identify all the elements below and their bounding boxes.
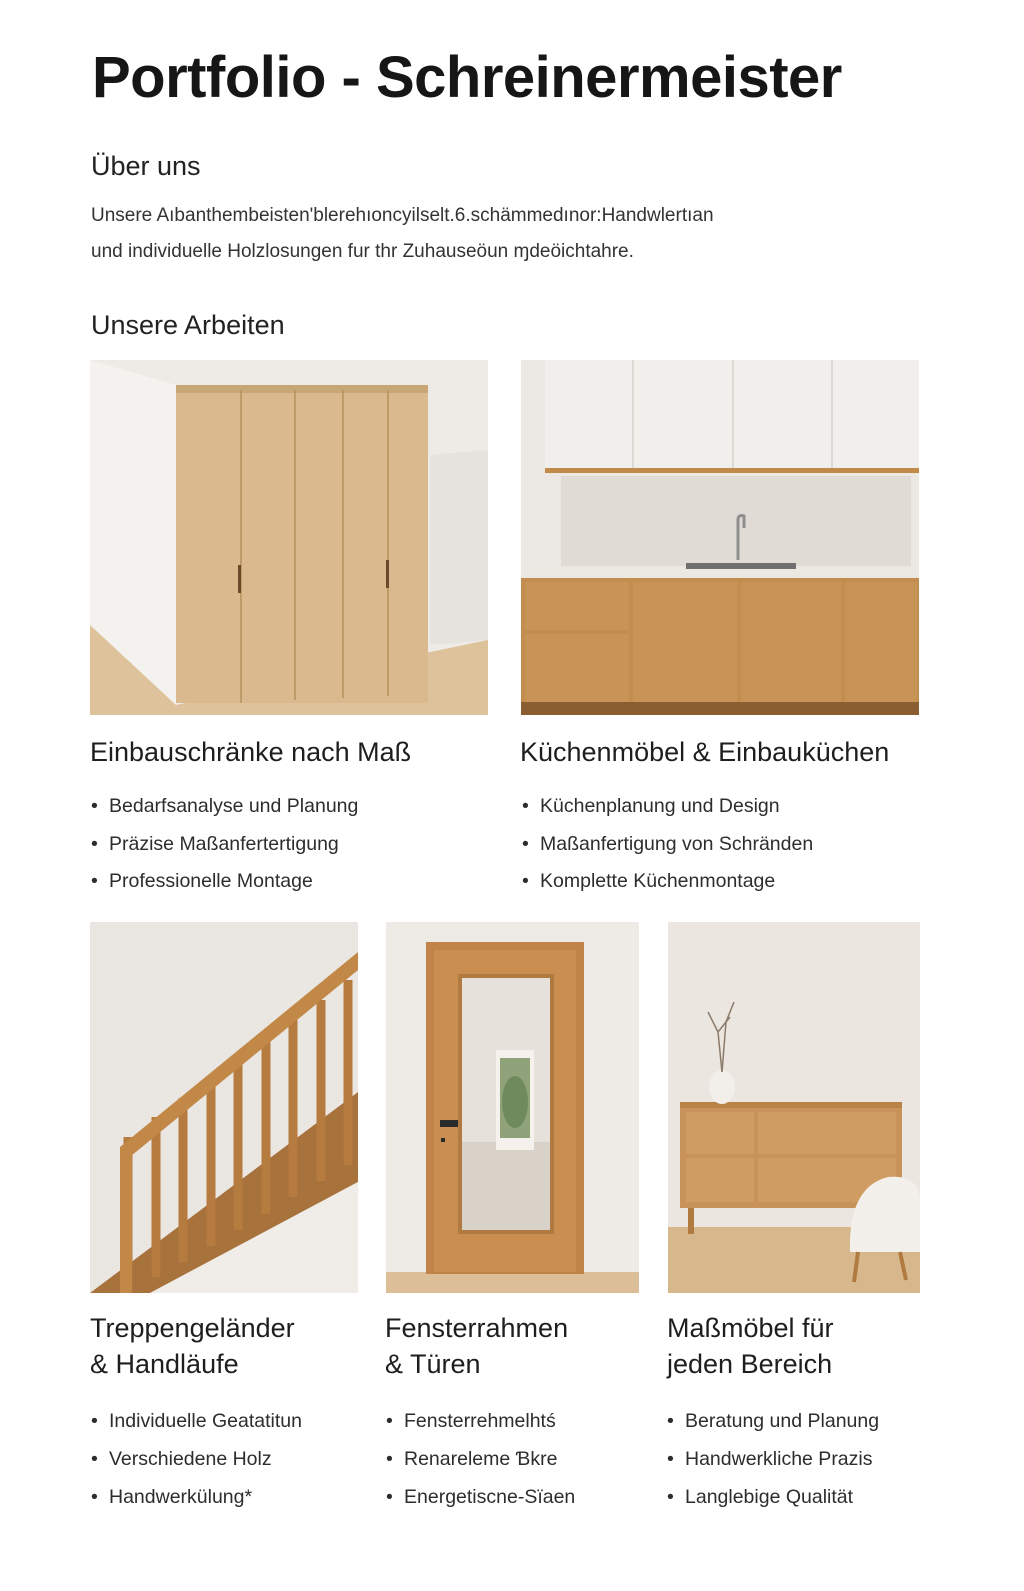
kitchen-photo	[521, 360, 919, 715]
list-item: • Beratung und Planung	[667, 1402, 879, 1440]
sideboard-photo	[668, 922, 920, 1293]
list-item: • Fensterrehmelhtś	[386, 1402, 575, 1440]
card-title-doors-line-1: Fensterrahmen	[385, 1313, 569, 1343]
list-item: • Bedarfsanalyse und Planung	[91, 788, 358, 826]
card-bullets-custom-furniture	[667, 1402, 879, 1516]
card-title-wardrobes-line-1: Einbauschränke nach Maß	[90, 737, 412, 767]
list-item: • Langlebige Qualität	[667, 1478, 879, 1516]
list-item: • Verschiedene Holz	[91, 1440, 302, 1478]
list-item: • Komplette Küchenmontage	[522, 863, 813, 901]
wardrobe-photo	[90, 360, 488, 715]
list-item: • Individuelle Geatatitun	[91, 1402, 302, 1440]
list-item: • Handwerkülung*	[91, 1478, 302, 1516]
works-heading: Unsere Arbeiten	[91, 310, 285, 340]
about-text-line-2: und individuelle Holzlosungen fur thr Zuhauseöun ɱdeöichtahre.	[91, 241, 634, 262]
list-item: • Küchenplanung und Design	[522, 788, 813, 826]
list-item: • Professionelle Montage	[91, 863, 358, 901]
page-title: Portfolio - Schreinermeister	[92, 45, 842, 110]
about-text-line-1: Unsere Aıbanthembeisten'blerehıoncyilselt.6.schämmedınor:Handwlertıan	[91, 205, 714, 226]
about-heading: Über uns	[91, 151, 201, 181]
card-title-doors	[385, 1310, 568, 1382]
card-bullets-wardrobes	[91, 788, 358, 901]
door-photo	[386, 922, 639, 1293]
card-title-doors-line-2: & Türen	[385, 1349, 481, 1379]
list-item: • Präzise Maßanfertertigung	[91, 826, 358, 864]
staircase-photo	[90, 922, 358, 1293]
card-bullets-doors	[386, 1402, 575, 1516]
list-item: • Energetiscne-Sïaen	[386, 1478, 575, 1516]
card-title-custom-furniture	[667, 1310, 834, 1382]
card-title-stairs-line-2: & Handläufe	[90, 1349, 239, 1379]
card-title-custom-furniture-line-1: Maßmöbel für	[667, 1313, 834, 1343]
card-title-kitchens-line-1: Küchenmöbel & Einbauküchen	[520, 737, 890, 767]
about-text	[91, 198, 951, 270]
card-bullets-kitchens	[522, 788, 813, 901]
list-item: • Handwerkliche Prazis	[667, 1440, 879, 1478]
list-item: • Renareleme Ɓkre	[386, 1440, 575, 1478]
list-item: • Maßanfertigung von Schränden	[522, 826, 813, 864]
card-title-stairs	[90, 1310, 295, 1382]
card-bullets-stairs	[91, 1402, 302, 1516]
card-title-wardrobes	[90, 734, 411, 770]
card-title-custom-furniture-line-2: jeden Bereich	[667, 1349, 833, 1379]
card-title-kitchens	[520, 734, 889, 770]
card-title-stairs-line-1: Treppengeländer	[90, 1313, 295, 1343]
